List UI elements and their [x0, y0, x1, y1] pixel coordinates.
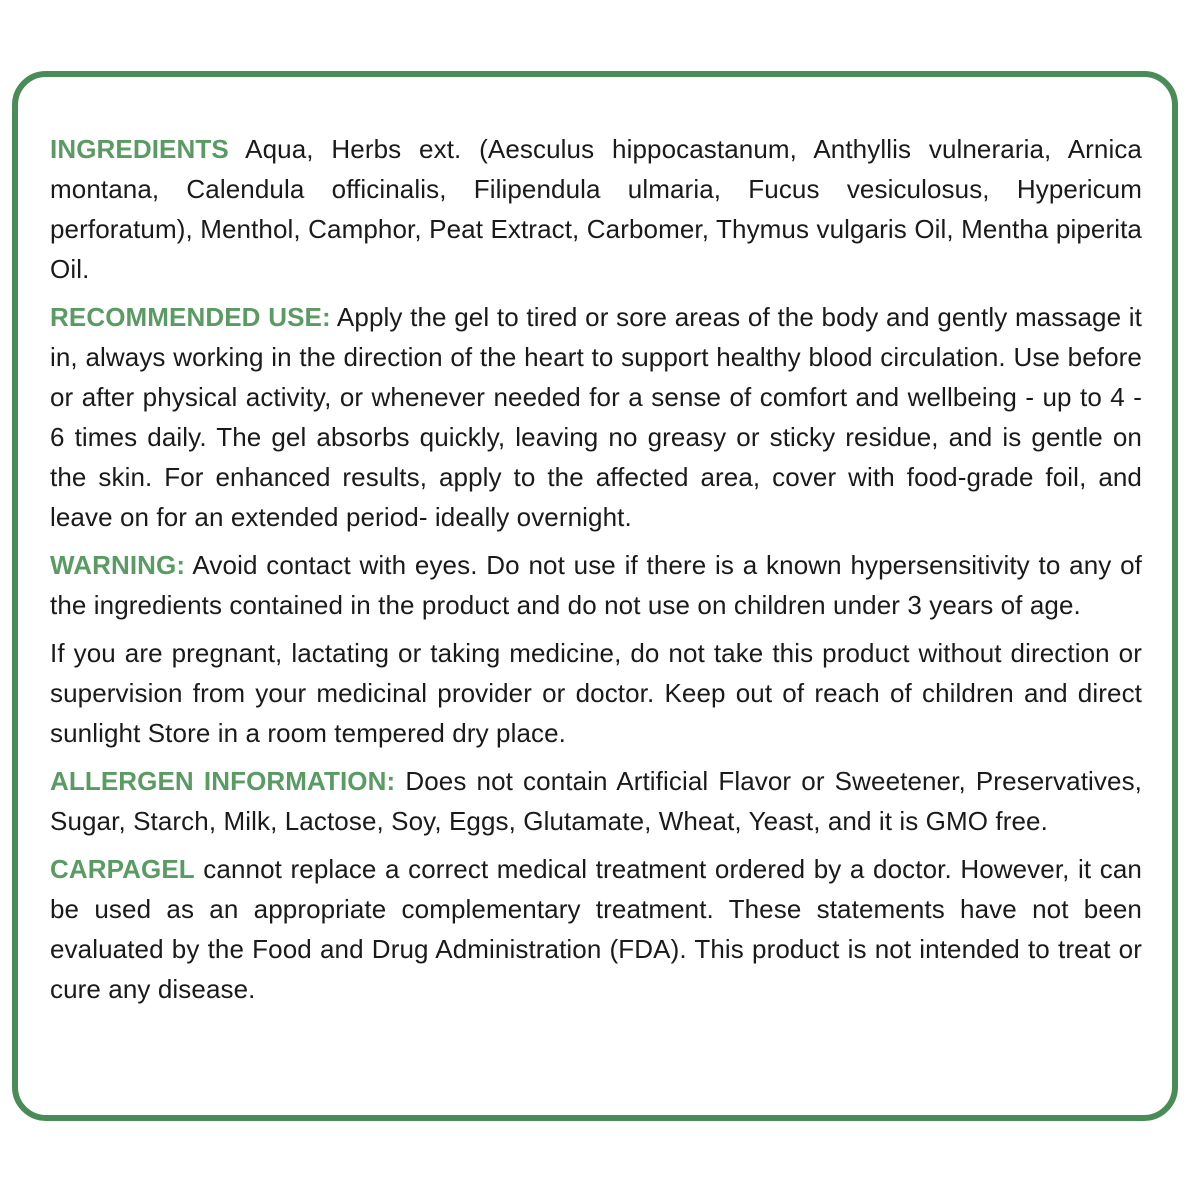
recommended-use-section — [50, 297, 1142, 537]
ingredients-text: Aqua, Herbs ext. (Aesculus hippocastanum, Anthyllis vulneraria, Arnica montana, Calendula officinalis, Filipendula ulmaria, Fucus vesiculosus, Hypericum perforatum), Menthol, Camphor, Peat Extract, Carbomer, Thymus vulgaris Oil, Mentha piperita Oil. — [50, 134, 1142, 284]
pregnancy-section — [50, 633, 1142, 753]
allergen-text: Does not contain Artificial Flavor or Sweetener, Preservatives, Sugar, Starch, Milk, Lactose, Soy, Eggs, Glutamate, Wheat, Yeast, and it is GMO free. — [50, 766, 1142, 836]
warning-text: Avoid contact with eyes. Do not use if there is a known hypersensitivity to any of the ingredients contained in the product and do not use on children under 3 years of age. — [50, 550, 1142, 620]
disclaimer-section — [50, 849, 1142, 1009]
ingredients-section — [50, 129, 1142, 289]
pregnancy-text: If you are pregnant, lactating or taking medicine, do not take this product without direction or supervision from your medicinal provider or doctor. Keep out of reach of children and direct sunlight Store in a room tempered dry place. — [50, 638, 1142, 748]
allergen-section — [50, 761, 1142, 841]
recommended-use-heading: RECOMMENDED USE: — [50, 302, 331, 332]
warning-heading: WARNING: — [50, 550, 186, 580]
disclaimer-text: cannot replace a correct medical treatment ordered by a doctor. However, it can be used as an appropriate complementary treatment. These statements have not been evaluated by the Food and Drug Administration (FDA). This product is not intended to treat or cure any disease. — [50, 854, 1142, 1004]
recommended-use-text: Apply the gel to tired or sore areas of the body and gently massage it in, always working in the direction of the heart to support healthy blood circulation. Use before or after physical activity, or whenever needed for a sense of comfort and wellbeing - up to 4 - 6 times daily. The gel absorbs quickly, leaving no greasy or sticky residue, and is gentle on the skin. For enhanced results, apply to the affected area, cover with food-grade foil, and leave on for an extended period- ideally overnight. — [50, 302, 1142, 532]
brand-name: CARPAGEL — [50, 854, 195, 884]
label-panel — [12, 71, 1178, 1121]
ingredients-heading: INGREDIENTS — [50, 134, 229, 164]
warning-section — [50, 545, 1142, 625]
allergen-heading: ALLERGEN INFORMATION: — [50, 766, 396, 796]
